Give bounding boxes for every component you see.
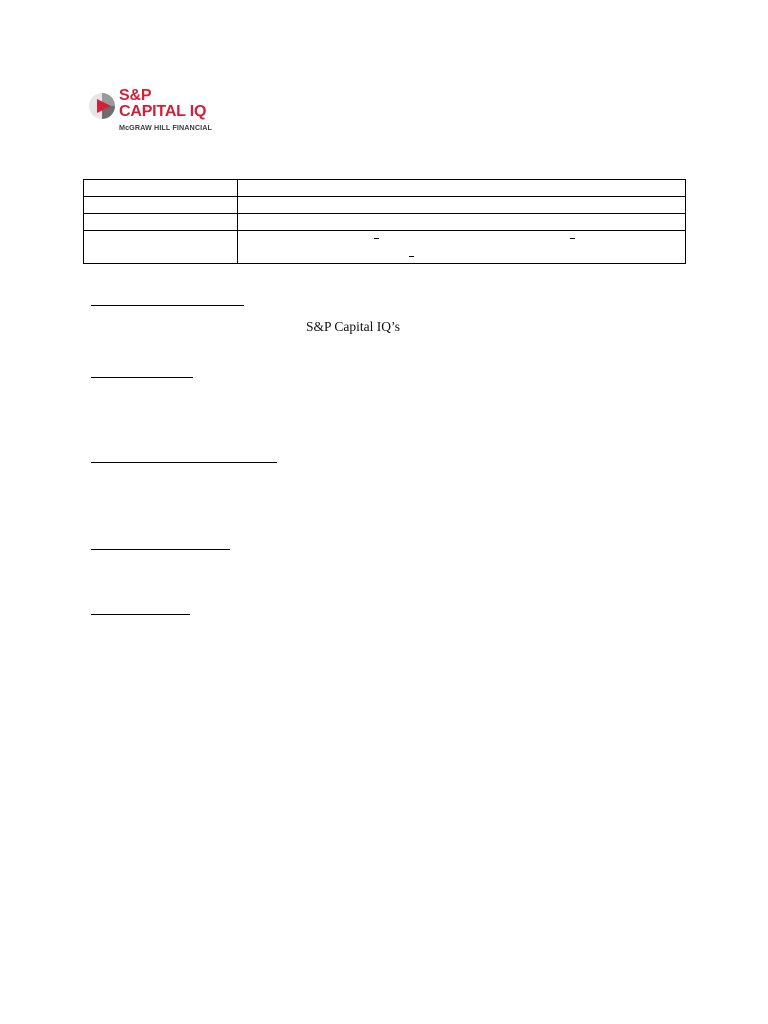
section-heading-underline (91, 377, 193, 378)
table-row (84, 197, 686, 214)
table-cell-value (238, 197, 686, 214)
play-arrow-logo-icon (88, 91, 118, 121)
table-cell-value (238, 180, 686, 197)
dash-mark (409, 256, 414, 257)
table-cell-label (84, 231, 238, 264)
table-cell-label (84, 197, 238, 214)
logo-text-capital-iq: CAPITAL IQ (119, 103, 207, 120)
table-row (84, 231, 686, 264)
section-heading-underline (91, 462, 277, 463)
table-cell-label (84, 214, 238, 231)
section-heading-underline (91, 549, 230, 550)
document-info-table (83, 179, 686, 264)
table-cell-value (238, 214, 686, 231)
dash-mark (374, 238, 379, 239)
section-heading-underline (91, 614, 190, 615)
table-row (84, 214, 686, 231)
table-cell-label (84, 180, 238, 197)
section-heading-underline (91, 305, 244, 306)
table-row (84, 180, 686, 197)
logo-text-sp: S&P (119, 87, 152, 104)
company-logo (88, 86, 228, 138)
dash-mark (570, 238, 575, 239)
table-cell-value (238, 231, 686, 264)
section-body-text: S&P Capital IQ’s (306, 319, 401, 334)
logo-text-mcgraw-hill: McGRAW HILL FINANCIAL (119, 123, 213, 132)
